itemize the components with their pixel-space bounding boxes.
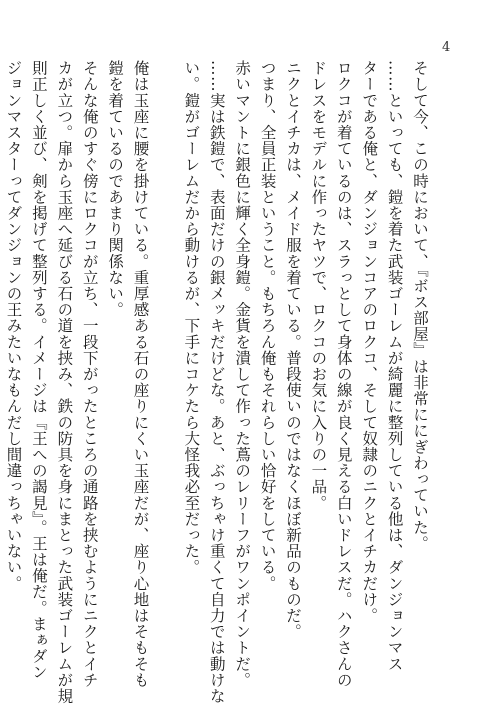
text-line: 赤いマントに銀色に輝く全身鎧。金貨を潰して作った蔦のレリーフがワンポイントだ。: [233, 60, 252, 688]
text-line: そして今、この時において、『ボス部屋』は非常ににぎわっていた。: [411, 60, 429, 552]
paragraph-2: [0, 60, 152, 704]
text-line: ……実は鉄鎧で、表面だけの銀メッキだけどな。あと、ぶっちゃけ重くて自力では動けな: [207, 60, 226, 704]
paragraph-1: [178, 60, 432, 704]
text-line: ……といっても、鎧を着た武装ゴーレムが綺麗に整列している他は、ダンジョンマス: [385, 60, 404, 672]
text-line: つまり、全員正装ということ。もちろん俺もそれらしい恰好をしている。: [258, 60, 277, 592]
text-line: い。鎧がゴーレムだから動けるが、下手にコケたら大怪我必至だった。: [182, 60, 201, 576]
text-line: 鎧を着ているのであまり関係ない。: [106, 60, 125, 318]
text-line: ニクとイチカは、メイド服を着ている。普段使いのではなくほぼ新品のものだ。: [283, 60, 302, 640]
text-line: そんな俺のすぐ傍にロクコが立ち、一段下がったところの通路を挟むようにニクとイチ: [80, 60, 99, 688]
text-line: ドレスをモデルに作ったヤツで、ロクコのお気に入りの一品。: [309, 60, 328, 511]
text-line: カが立つ。扉から玉座へ延びる石の道を挟み、鉄の防具を身にまとった武装ゴーレムが規: [55, 60, 74, 704]
text-line: 則正しく並び、剣を掲げて整列する。イメージは『王への謁見』。王は俺だ。まぁダン: [29, 60, 48, 681]
text-line: ロクコが着ているのは、スラっとして身体の線が良く見える白いドレスだ。ハクさんの: [334, 60, 353, 688]
paragraph-gap: [153, 60, 178, 660]
page-number: 4: [442, 40, 451, 55]
vertical-text-body: [0, 60, 432, 704]
text-line: ターである俺と、ダンジョンコアのロクコ、そして奴隷のニクとイチカだけ。: [360, 60, 379, 624]
text-line: ジョンマスターってダンジョンの王みたいなもんだし間違っちゃいない。: [4, 60, 23, 592]
text-line: 俺は玉座に腰を掛けている。重厚感ある石の座りにくい玉座だが、座り心地はそもそも: [131, 60, 150, 688]
